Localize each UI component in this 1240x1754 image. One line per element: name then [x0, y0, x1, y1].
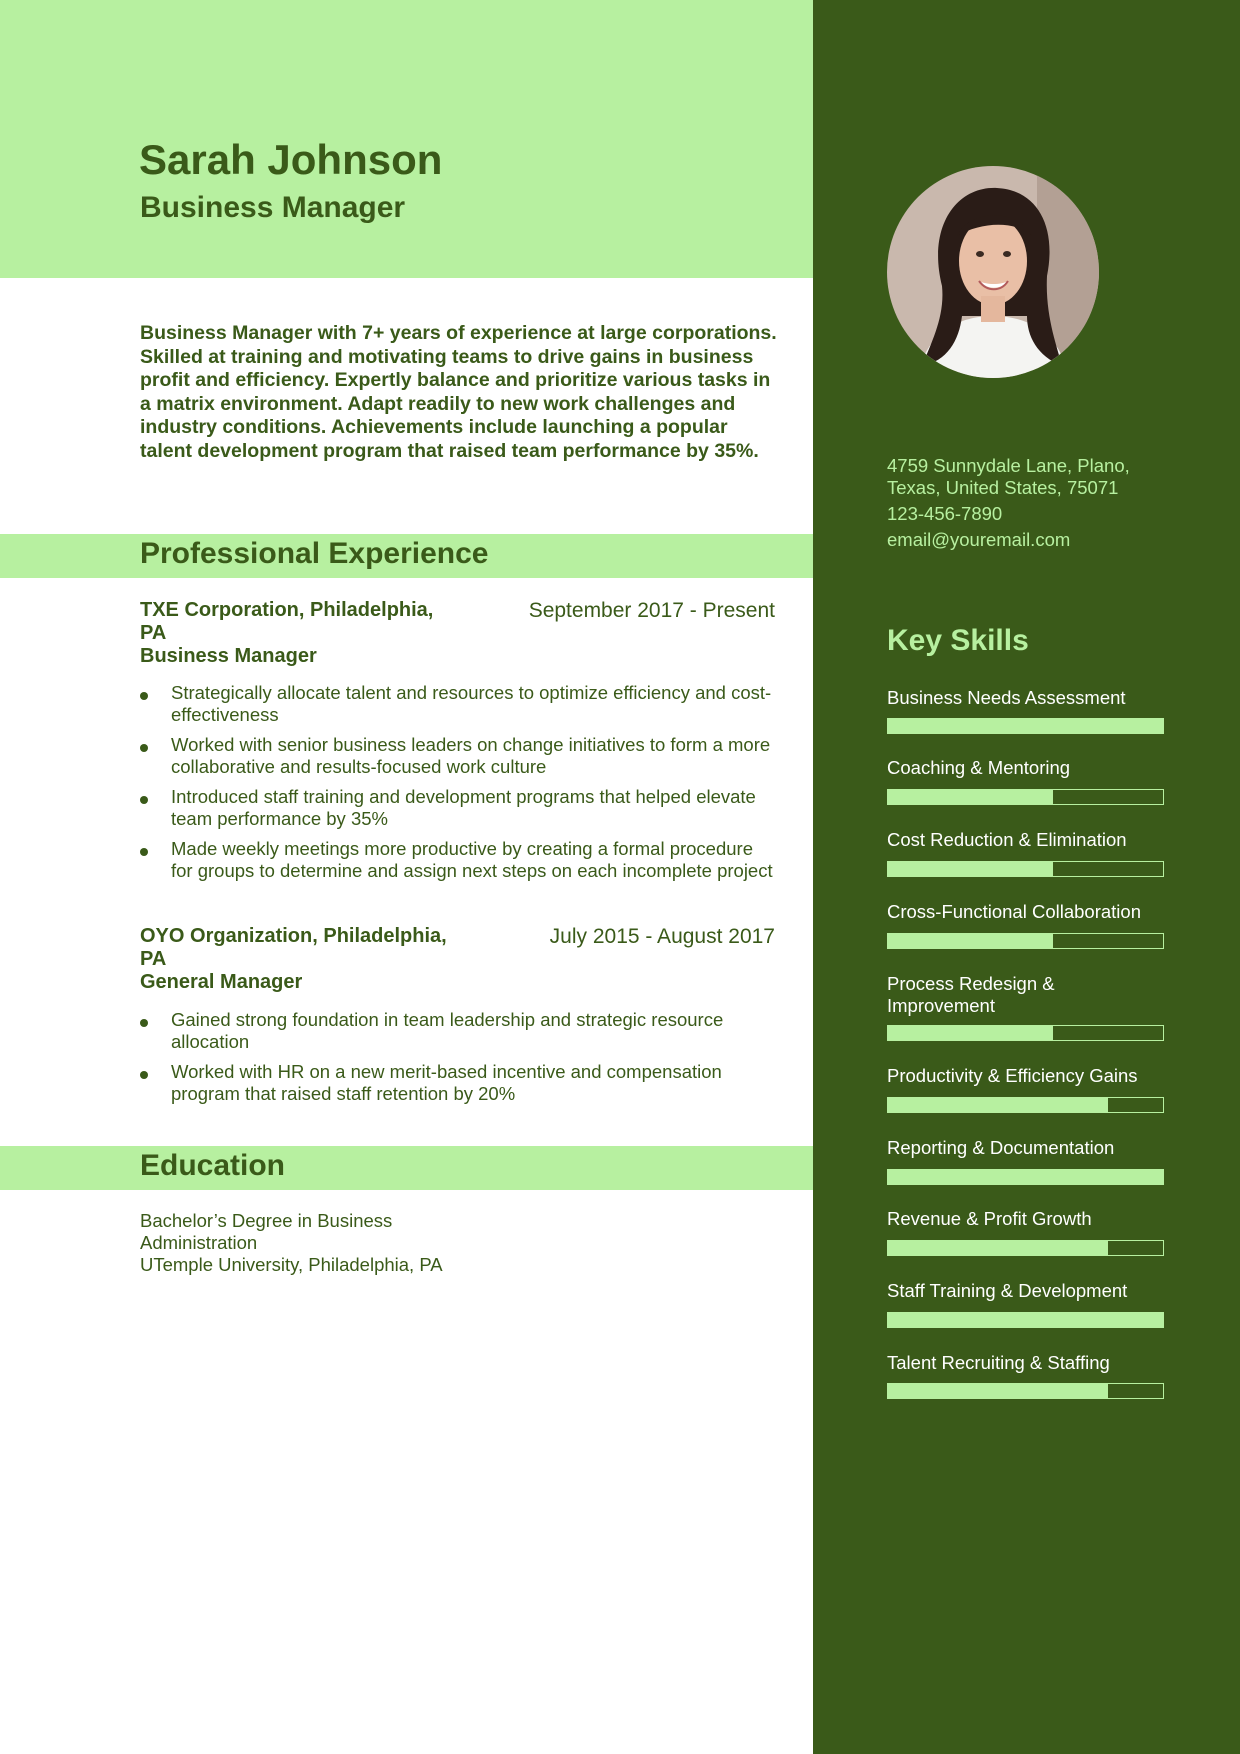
skill-item [887, 829, 1167, 851]
job-role: Business Manager [140, 645, 317, 667]
skill-level-bar [887, 1240, 1164, 1256]
bullet-icon [140, 1019, 148, 1027]
education-section-title: Education [140, 1149, 286, 1182]
education-school: UTemple University, Philadelphia, PA [140, 1254, 443, 1275]
bullet-icon [140, 796, 148, 804]
skill-level-fill [888, 790, 1053, 804]
skill-level-bar [887, 718, 1164, 734]
skill-level-fill [888, 1170, 1163, 1184]
skill-label: Reporting & Documentation [887, 1137, 1115, 1158]
skill-level-fill [888, 934, 1053, 948]
list-item [140, 682, 775, 725]
skill-label: Cost Reduction & Elimination [887, 829, 1127, 850]
bullet-text: Made weekly meetings more productive by creating a formal procedure for groups to determine and assign next steps on each incomplete project [171, 838, 773, 881]
education-section-band [0, 1146, 813, 1190]
bullet-icon [140, 744, 148, 752]
skill-level-fill [888, 1098, 1108, 1112]
skill-level-bar [887, 1097, 1164, 1113]
contact-email: email@youremail.com [887, 529, 1071, 550]
skill-level-fill [888, 862, 1053, 876]
job-company: TXE Corporation, Philadelphia, PA [140, 599, 434, 644]
list-item [140, 838, 775, 881]
skill-level-fill [888, 1241, 1108, 1255]
skill-level-fill [888, 1384, 1108, 1398]
skill-level-bar [887, 1312, 1164, 1328]
skill-label: Talent Recruiting & Staffing [887, 1352, 1110, 1373]
job-company: OYO Organization, Philadelphia, PA [140, 925, 447, 970]
list-item [140, 734, 775, 777]
skill-item [887, 1065, 1167, 1087]
education-entry [140, 1210, 443, 1276]
skill-level-bar [887, 861, 1164, 877]
skill-item [887, 1280, 1167, 1302]
list-item [140, 1061, 775, 1104]
skill-label: Productivity & Efficiency Gains [887, 1065, 1138, 1086]
bullet-text: Worked with senior business leaders on change initiatives to form a more collaborative and results-focused work culture [171, 734, 771, 777]
list-item [140, 786, 775, 829]
skill-label: Coaching & Mentoring [887, 757, 1071, 778]
skill-label: Cross-Functional Collaboration [887, 901, 1141, 922]
candidate-name: Sarah Johnson [139, 136, 443, 183]
bullet-text: Introduced staff training and development programs that helped elevate team performance by 35% [171, 786, 756, 829]
bullet-text: Strategically allocate talent and resources to optimize efficiency and cost-effectiveness [171, 682, 772, 725]
list-item [140, 1009, 775, 1052]
address-line-1: 4759 Sunnydale Lane, Plano, [887, 455, 1130, 476]
job-dates: September 2017 - Present [528, 599, 775, 622]
education-degree-cont: Administration [140, 1232, 258, 1253]
bullet-icon [140, 692, 148, 700]
profile-photo-avatar [887, 166, 1099, 378]
skill-level-fill [888, 1313, 1163, 1327]
skill-level-bar [887, 789, 1164, 805]
candidate-title: Business Manager [140, 191, 406, 224]
skill-level-bar [887, 1383, 1164, 1399]
job-role: General Manager [140, 971, 303, 993]
experience-section-title: Professional Experience [140, 537, 489, 570]
skill-level-bar [887, 933, 1164, 949]
skill-item [887, 1352, 1167, 1374]
skills-section-title: Key Skills [887, 624, 1029, 657]
skill-label: Business Needs Assessment [887, 687, 1126, 708]
skill-level-bar [887, 1025, 1164, 1041]
skill-level-fill [888, 1026, 1053, 1040]
job-bullets [140, 682, 775, 890]
skill-level-fill [888, 719, 1163, 733]
job-bullets [140, 1009, 775, 1113]
skill-level-bar [887, 1169, 1164, 1185]
bullet-text: Worked with HR on a new merit-based incentive and compensation program that raised staff retention by 20% [171, 1061, 722, 1104]
contact-phone: 123-456-7890 [887, 503, 1003, 524]
skill-item [887, 1208, 1167, 1230]
skill-item [887, 687, 1167, 709]
bullet-text: Gained strong foundation in team leadership and strategic resource allocation [171, 1009, 724, 1052]
skill-label: Revenue & Profit Growth [887, 1208, 1092, 1229]
skill-label: Process Redesign & Improvement [887, 973, 1055, 1016]
skill-item [887, 757, 1167, 779]
address-line-2: Texas, United States, 75071 [887, 477, 1119, 498]
skill-item [887, 973, 1077, 1017]
skill-item [887, 901, 1167, 923]
skill-label: Staff Training & Development [887, 1280, 1128, 1301]
bullet-icon [140, 848, 148, 856]
skill-item [887, 1137, 1167, 1159]
job-dates: July 2015 - August 2017 [549, 925, 775, 948]
profile-photo-icon [887, 166, 1099, 378]
contact-address [887, 455, 1187, 499]
professional-summary: Business Manager with 7+ years of experience at large corporations. Skilled at training and motivating teams to drive gains in business profit and efficiency. Expertly balance and prioritize various tasks in a matrix environment. Adapt readily to new work challenges and industry conditions. Achievements include launching a popular talent development program that raised team performance by 35%. [140, 322, 777, 462]
education-degree: Bachelor’s Degree in Business [140, 1210, 393, 1231]
bullet-icon [140, 1071, 148, 1079]
